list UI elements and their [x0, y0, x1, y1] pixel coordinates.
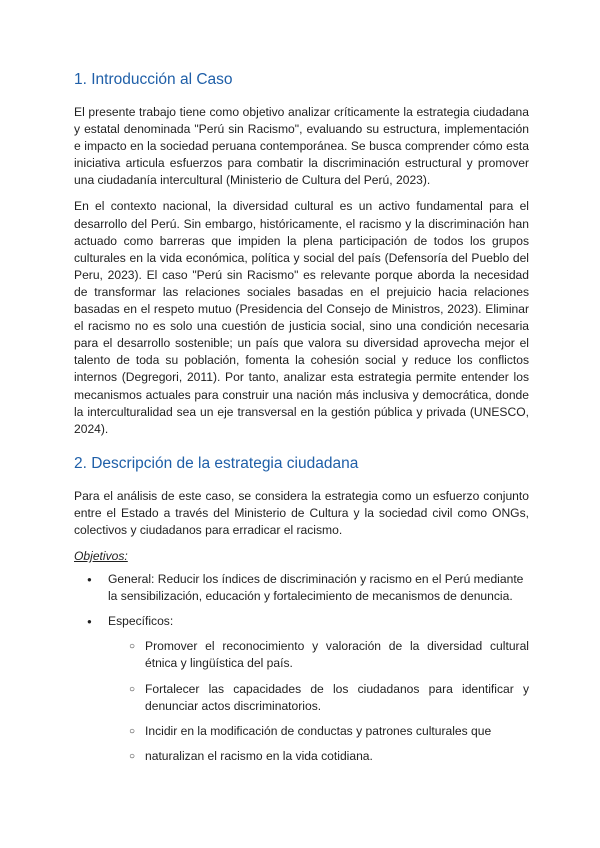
specific-item: ○ naturalizan el racismo en la vida cotidiana.	[108, 748, 529, 765]
intro-paragraph-2: En el contexto nacional, la diversidad cultural es un activo fundamental para el desarrollo del Perú. Sin embargo, históricamente, el racismo y la discriminación han actuado como barreras que impiden la plena participación de todos los grupos culturales en la vida económica, política y social del país (Defensoría del Pueblo del Peru, 2023). El caso "Perú sin Racismo" es relevante porque aborda la necesidad de transformar las relaciones sociales basadas en el prejuicio hacia relaciones basadas en el respeto mutuo (Presidencia del Consejo de Ministros, 2023). Eliminar el racismo no es solo una cuestión de justicia social, sino una condición necesaria para el desarrollo sostenible; un país que valora su diversidad aprovecha mejor el talento de toda su población, fomenta la cohesión social y reduce los conflictos internos (Degregori, 2011). Por tanto, analizar esta estrategia permite entender los mecanismos actuales para construir una nación más inclusiva y democrática, donde la interculturalidad sea un eje transversal en la gestión pública y privada (UNESCO, 2024).	[74, 199, 529, 436]
specific-objectives-list	[108, 638, 529, 765]
document-body	[74, 70, 529, 773]
objective-specific	[74, 613, 529, 765]
description-paragraph: Para el análisis de este caso, se considera la estrategia como un esfuerzo conjunto entre el Estado a través del Ministerio de Cultura y la sociedad civil como ONGs, colectivos y ciudadanos para erradicar el racismo.	[74, 488, 529, 537]
objectives-label: Objetivos:	[74, 549, 128, 564]
section-heading-introduccion: 1. Introducción al Caso	[74, 71, 233, 88]
objective-general: ● General: Reducir los índices de discriminación y racismo en el Perú mediante la sensibilización, educación y fortalecimiento de mecanismos de denuncia.	[74, 571, 529, 605]
objectives-list	[74, 571, 529, 765]
specific-label: Específicos:	[108, 614, 174, 629]
specific-item: ○ Fortalecer las capacidades de los ciudadanos para identificar y denunciar actos discriminatorios.	[108, 681, 529, 715]
intro-paragraph-1: El presente trabajo tiene como objetivo analizar críticamente la estrategia ciudadana y estatal denominada "Perú sin Racismo", evaluando su estructura, implementación e impacto en la sociedad peruana contemporánea. Se busca comprender cómo esta iniciativa articula esfuerzos para combatir la discriminación estructural y promover una ciudadanía intercultural (Ministerio de Cultura del Perú, 2023).	[74, 105, 529, 188]
specific-item: ○ Promover el reconocimiento y valoración de la diversidad cultural étnica y lingüística del país.	[108, 638, 529, 672]
specific-item: ○ Incidir en la modificación de conductas y patrones culturales que	[108, 723, 529, 740]
section-heading-descripcion: 2. Descripción de la estrategia ciudadana	[74, 454, 359, 472]
